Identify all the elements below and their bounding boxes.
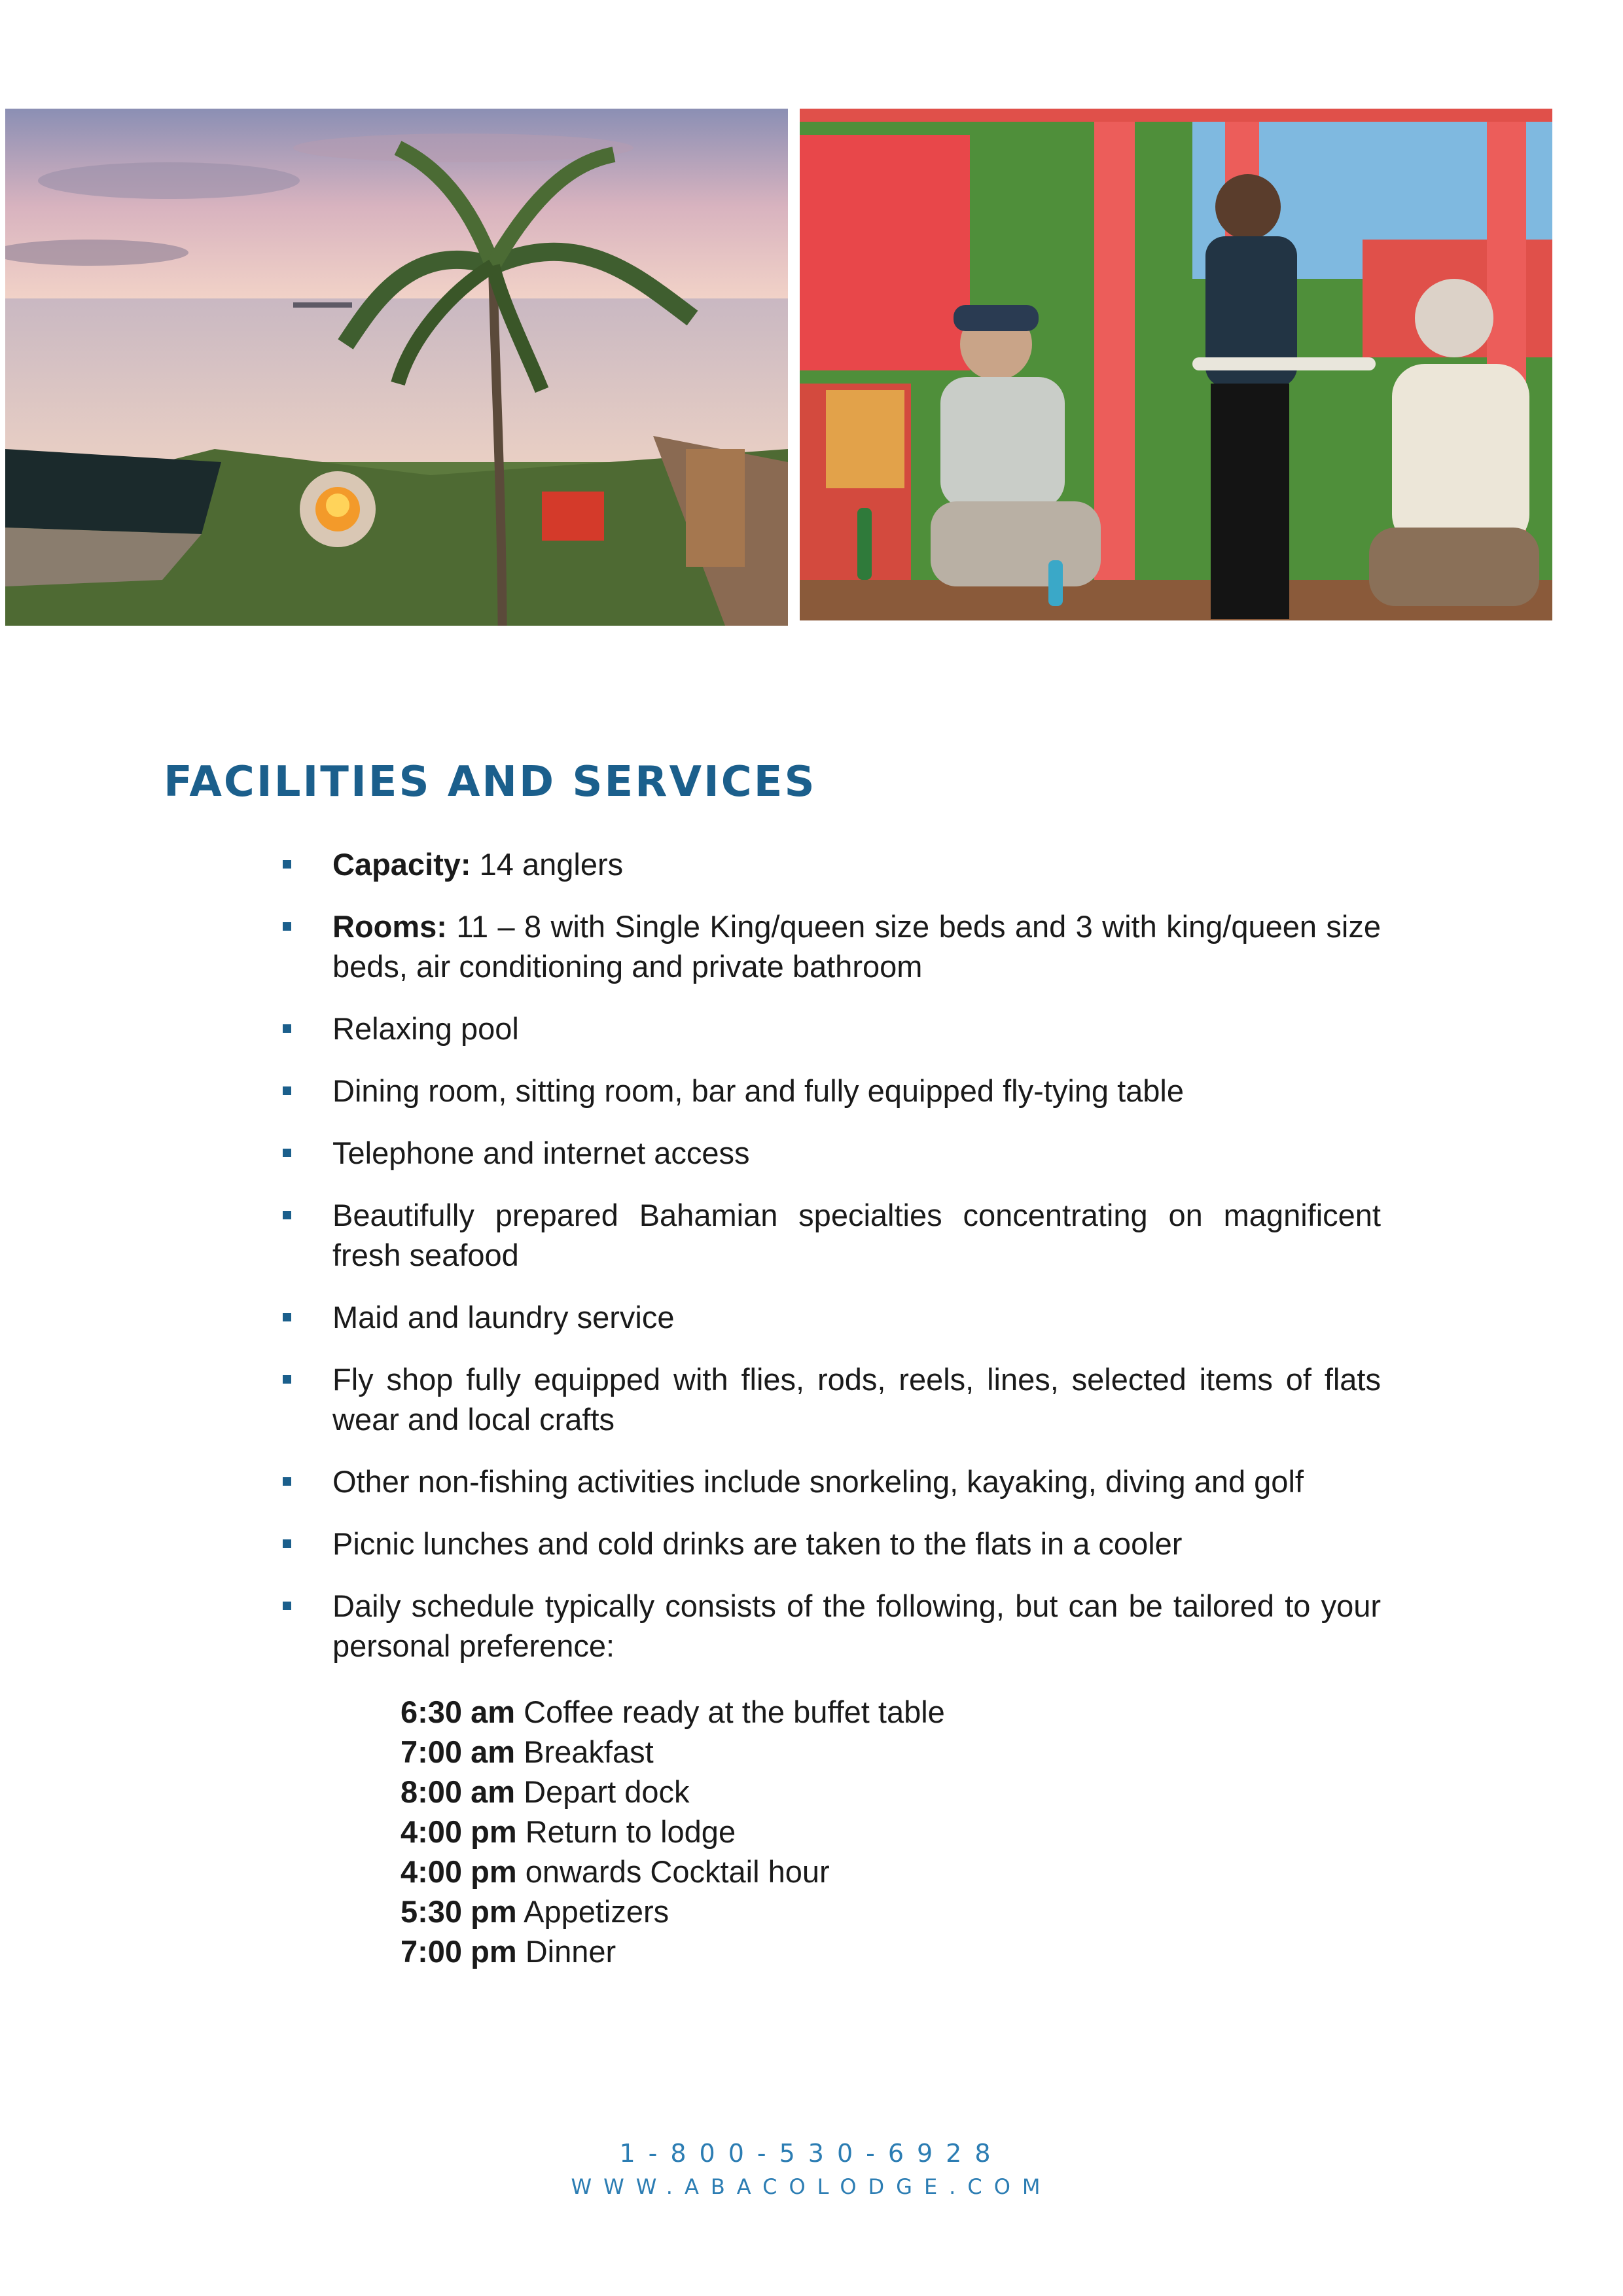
- schedule-activity: onwards Cocktail hour: [516, 1854, 830, 1889]
- schedule-activity: Coffee ready at the buffet table: [515, 1695, 945, 1729]
- schedule-row: [401, 1812, 1381, 1852]
- item-label: Capacity:: [332, 847, 471, 882]
- square-bullet-icon: [283, 860, 291, 869]
- list-item-picnic: [281, 1524, 1381, 1564]
- list-item-schedule: [281, 1586, 1381, 1971]
- list-item-rooms: [281, 906, 1381, 986]
- schedule-time: 5:30 pm: [401, 1894, 517, 1929]
- item-text: 14 anglers: [471, 847, 624, 882]
- section-heading: FACILITIES AND SERVICES: [164, 758, 817, 806]
- square-bullet-icon: [283, 1149, 291, 1157]
- square-bullet-icon: [283, 1086, 291, 1095]
- item-text: Other non-fishing activities include snorkeling, kayaking, diving and golf: [332, 1464, 1304, 1499]
- item-text: Fly shop fully equipped with flies, rods, reels, lines, selected items of flats wear and local crafts: [332, 1362, 1381, 1437]
- footer-phone: 1-800-530-6928: [619, 2139, 1004, 2168]
- daily-schedule: [332, 1692, 1381, 1971]
- square-bullet-icon: [283, 1211, 291, 1219]
- photo-porch-service: [800, 109, 1552, 620]
- square-bullet-icon: [283, 1024, 291, 1033]
- item-label: Rooms:: [332, 909, 447, 944]
- square-bullet-icon: [283, 1539, 291, 1548]
- list-item-dining: [281, 1071, 1381, 1111]
- item-text: Picnic lunches and cold drinks are taken to the flats in a cooler: [332, 1526, 1183, 1561]
- schedule-activity: Appetizers: [516, 1894, 669, 1929]
- list-item-capacity: [281, 844, 1381, 884]
- schedule-row: [401, 1732, 1381, 1772]
- schedule-time: 7:00 pm: [401, 1934, 517, 1969]
- list-item-activities: [281, 1462, 1381, 1501]
- square-bullet-icon: [283, 1602, 291, 1610]
- schedule-activity: Depart dock: [515, 1774, 690, 1809]
- list-item-pool: [281, 1009, 1381, 1049]
- schedule-activity: Dinner: [516, 1934, 616, 1969]
- facilities-list: [281, 844, 1381, 1994]
- schedule-row: [401, 1772, 1381, 1812]
- square-bullet-icon: [283, 1375, 291, 1384]
- list-item-fly-shop: [281, 1359, 1381, 1439]
- photo-lodge-sunset-firepit: [5, 109, 788, 626]
- square-bullet-icon: [283, 1313, 291, 1321]
- schedule-time: 4:00 pm: [401, 1814, 517, 1849]
- square-bullet-icon: [283, 1477, 291, 1486]
- list-item-cuisine: [281, 1195, 1381, 1275]
- schedule-row: [401, 1692, 1381, 1732]
- schedule-time: 6:30 am: [401, 1695, 516, 1729]
- square-bullet-icon: [283, 922, 291, 931]
- item-text: Relaxing pool: [332, 1011, 519, 1046]
- schedule-time: 8:00 am: [401, 1774, 516, 1809]
- schedule-row: [401, 1931, 1381, 1971]
- schedule-row: [401, 1892, 1381, 1931]
- footer-website: WWW.ABACOLODGE.COM: [571, 2174, 1052, 2199]
- schedule-activity: Breakfast: [515, 1734, 654, 1769]
- item-text: Beautifully prepared Bahamian specialties concentrating on magnificent fresh seafood: [332, 1198, 1381, 1272]
- schedule-row: [401, 1852, 1381, 1892]
- list-item-maid: [281, 1297, 1381, 1337]
- schedule-time: 4:00 pm: [401, 1854, 517, 1889]
- item-text: Daily schedule typically consists of the following, but can be tailored to your personal preference:: [332, 1588, 1381, 1663]
- item-text: Dining room, sitting room, bar and fully equipped fly-tying table: [332, 1073, 1185, 1108]
- schedule-activity: Return to lodge: [516, 1814, 736, 1849]
- item-text: 11 – 8 with Single King/queen size beds and 3 with king/queen size beds, air conditioning and private bathroom: [332, 909, 1381, 984]
- list-item-telephone: [281, 1133, 1381, 1173]
- item-text: Maid and laundry service: [332, 1300, 675, 1335]
- item-text: Telephone and internet access: [332, 1136, 750, 1170]
- schedule-time: 7:00 am: [401, 1734, 516, 1769]
